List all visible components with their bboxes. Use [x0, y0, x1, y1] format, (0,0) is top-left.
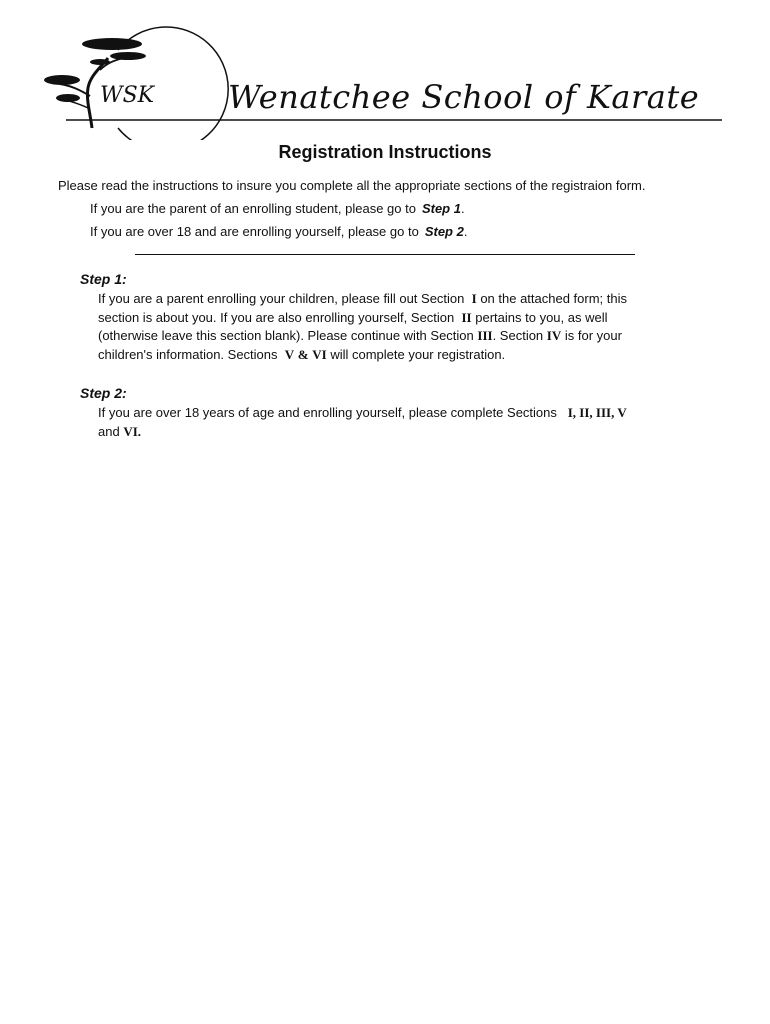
option-parent	[90, 201, 465, 216]
option-end: .	[460, 201, 465, 216]
text: &	[297, 346, 309, 362]
text: is for your	[564, 328, 622, 344]
step1-line	[98, 309, 627, 328]
school-name: Wenatchee School of Karate	[228, 78, 700, 116]
section-numeral: II	[461, 309, 472, 325]
text: section is about you. If you are also enrolling yourself, Section	[98, 309, 455, 325]
section-numeral: IV	[546, 328, 562, 344]
logo-tree-icon	[0, 0, 770, 140]
section-numeral: V	[284, 346, 295, 362]
text: If you are a parent enrolling your children, please fill out Section	[98, 291, 465, 306]
section-numeral: VI.	[123, 423, 142, 439]
text: and	[98, 423, 120, 439]
step2-heading: Step 2:	[80, 385, 127, 401]
text: on the attached form; this	[480, 291, 628, 306]
logo-text: WSK	[100, 83, 155, 108]
section-numeral: III	[477, 328, 493, 344]
option-end: .	[463, 224, 468, 239]
step1-line	[98, 346, 627, 365]
step1-paragraph	[98, 290, 627, 364]
step1-line	[98, 327, 627, 346]
section-numeral: I, II, III, V	[567, 405, 627, 420]
step2-paragraph	[98, 404, 627, 441]
step2-line	[98, 404, 627, 423]
page-title: Registration Instructions	[278, 142, 492, 162]
text: (otherwise leave this section blank). Please continue with Section	[98, 328, 474, 344]
text: children's information. Sections	[98, 346, 278, 362]
step-reference: Step 2	[424, 224, 464, 239]
text: . Section	[492, 328, 544, 344]
section-numeral: VI	[312, 346, 327, 362]
step1-line	[98, 290, 627, 309]
intro-text: Please read the instructions to insure you complete all the appropriate sections of the registraion form.	[58, 178, 646, 193]
text: will complete your registration.	[330, 346, 506, 362]
step2-line	[98, 423, 627, 442]
step-reference: Step 1	[421, 201, 461, 216]
text: pertains to you, as well	[475, 309, 608, 325]
option-text: If you are the parent of an enrolling student, please go to	[90, 201, 416, 216]
option-adult	[90, 224, 467, 239]
divider	[135, 254, 635, 255]
step1-heading: Step 1:	[80, 271, 127, 287]
text: If you are over 18 years of age and enrolling yourself, please complete Sections	[98, 405, 557, 420]
option-text: If you are over 18 and are enrolling yourself, please go to	[90, 224, 419, 239]
section-numeral: I	[471, 291, 477, 306]
